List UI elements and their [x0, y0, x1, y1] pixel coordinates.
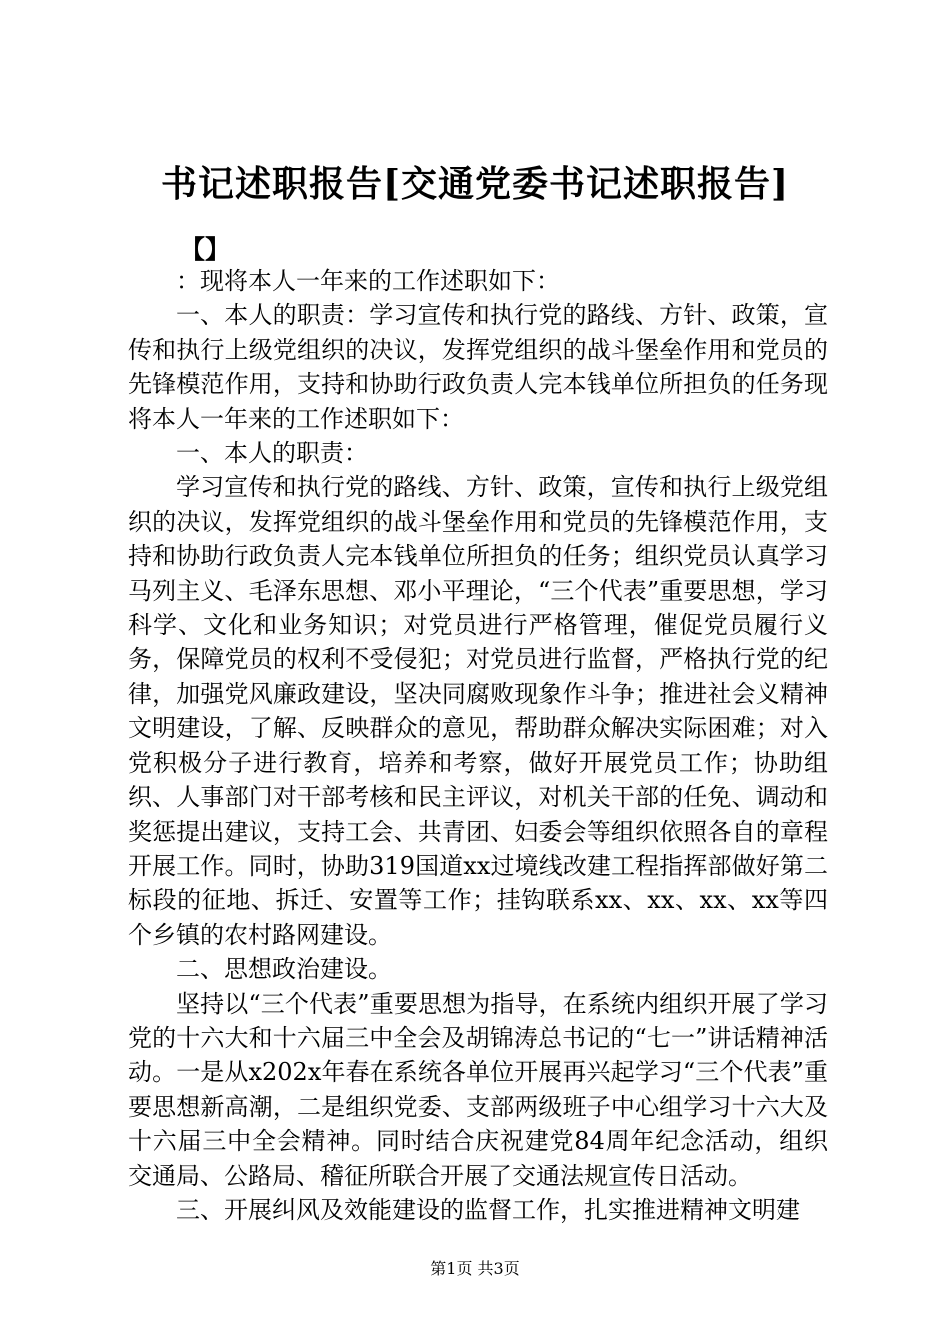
page-footer: 第1页 共3页: [430, 1259, 520, 1278]
document-body: [128, 264, 828, 1227]
paragraph: 学习宣传和执行党的路线、方针、政策，宣传和执行上级党组织的决议，发挥党组织的战斗堡垒作用和党员的先锋模范作用，支持和协助行政负责人完本钱单位所担负的任务；组织党员认真学习马列主义、毛泽东思想、邓小平理论，“三个代表”重要思想，学习科学、文化和业务知识；对党员进行严格管理，催促党员履行义务，保障党员的权利不受侵犯；对党员进行监督，严格执行党的纪律，加强党风廉政建设，坚决同腐败现象作斗争；推进社会义精神文明建设，了解、反映群众的意见，帮助群众解决实际困难；对入党积极分子进行教育，培养和考察，做好开展党员工作；协助组织、人事部门对干部考核和民主评议，对机关干部的任免、调动和奖惩提出建议，支持工会、共青团、妇委会等组织依照各自的章程开展工作。同时，协助319国道xx过境线改建工程指挥部做好第二标段的征地、拆迁、安置等工作；挂钩联系xx、xx、xx、xx等四个乡镇的农村路网建设。: [128, 473, 828, 949]
paragraph: 二、思想政治建设。: [176, 955, 392, 984]
paragraph: 一、本人的职责：学习宣传和执行党的路线、方针、政策，宣传和执行上级党组织的决议，发挥党组织的战斗堡垒作用和党员的先锋模范作用，支持和协助行政负责人完本钱单位所担负的任务现将本人一年来的工作述职如下：: [128, 301, 828, 433]
document-title: 书记述职报告[交通党委书记述职报告]: [160, 163, 790, 205]
paragraph: ：现将本人一年来的工作述职如下：: [176, 267, 560, 295]
paragraph: 坚持以“三个代表”重要思想为指导，在系统内组织开展了学习党的十六大和十六届三中全会及胡锦涛总书记的“七一”讲话精神活动。一是从x202x年春在系统各单位开展再兴起学习“三个代表”重要思想新高潮，二是组织党委、支部两级班子中心组学习十六大及十六届三中全会精神。同时结合庆祝建党84周年纪念活动，组织交通局、公路局、稽征所联合开展了交通法规宣传日活动。: [128, 989, 828, 1190]
bracket-label: 【】: [180, 235, 231, 264]
paragraph: 三、开展纠风及效能建设的监督工作，扎实推进精神文明建: [176, 1195, 800, 1224]
paragraph: 一、本人的职责：: [176, 439, 368, 468]
